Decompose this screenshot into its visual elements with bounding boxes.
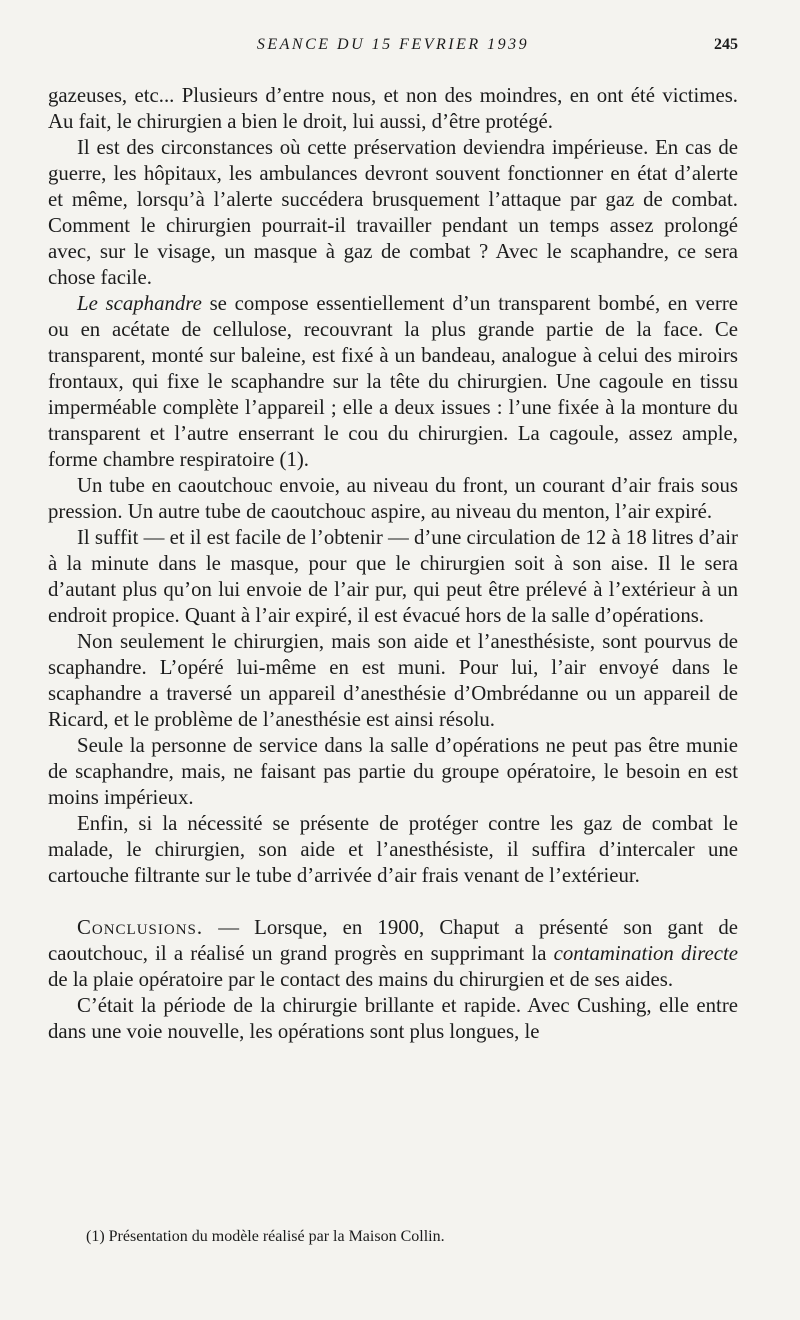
conclusions-paragraph [48,915,738,993]
page-header [48,36,738,60]
page-number: 245 [714,36,738,53]
paragraph-5: Il suffit — et il est facile de l’obtenir — d’une circulation de 12 à 18 litres d’air à la minute dans le masque, pour que le chirurgien soit à son aise. Il le sera d’autant plus qu’on lui envoie de l’air pur, qui peut être prélevé à l’extérieur à un endroit propice. Quant à l’air expiré, il est évacué hors de la salle d’opérations. [48,526,738,627]
paragraph-4: Un tube en caoutchouc envoie, au niveau du front, un courant d’air frais sous pression. Un autre tube de caoutchouc aspire, au niveau du menton, l’air expiré. [48,474,738,523]
paragraph-1: gazeuses, etc... Plusieurs d’entre nous, et non des moindres, en ont été victimes. Au fait, le chirurgien a bien le droit, lui aussi, d’être protégé. [48,84,738,133]
conclusions-italic: contamination directe [553,942,738,965]
paragraph-3 [48,291,738,473]
paragraph-7: Seule la personne de service dans la salle d’opérations ne peut pas être munie de scaphandre, mais, ne faisant pas partie du groupe opératoire, le besoin en est moins impérieux. [48,734,738,809]
paragraph-10: C’était la période de la chirurgie brillante et rapide. Avec Cushing, elle entre dans une voie nouvelle, les opérations sont plus longues, le [48,994,738,1043]
paragraph-3-text: se compose essentiellement d’un transparent bombé, en verre ou en acétate de cellulose, recouvrant la plus grande partie de la face. Ce transparent, monté sur baleine, est fixé à un bandeau, analogue à celui des miroirs frontaux, qui fixe le scaphandre sur la tête du chirurgien. Une cagoule en tissu imperméable complète l’appareil ; elle a deux issues : l’une fixée à la monture du transparent et l’autre enserrant le cou du chirurgien. La cagoule, assez ample, forme chambre respiratoire (1). [48,292,738,471]
paragraph-6: Non seulement le chirurgien, mais son aide et l’anesthésiste, sont pourvus de scaphandre. L’opéré lui-même en est muni. Pour lui, l’air envoyé dans le scaphandre a traversé un appareil d’anesthésie d’Ombrédanne ou un appareil de Ricard, et le problème de l’anesthésie est ainsi résolu. [48,630,738,731]
footnote: (1) Présentation du modèle réalisé par la Maison Collin. [86,1228,445,1245]
conclusions-heading: Conclusions. [77,916,204,939]
paragraph-8: Enfin, si la nécessité se présente de protéger contre les gaz de combat le malade, le chirurgien, son aide et l’anesthésiste, il suffira d’intercaler une cartouche filtrante sur le tube d’arrivée d’air frais venant de l’extérieur. [48,812,738,887]
conclusions-text-a: — Lorsque, en 1900, Chaput a présenté son gant de caoutchouc, il a réalisé un grand progrès en supprimant la [48,916,738,965]
paragraph-2: Il est des circonstances où cette préservation deviendra impérieuse. En cas de guerre, les hôpitaux, les ambulances devront souvent fonctionner en état d’alerte et même, lorsqu’à l’alerte succédera brusquement l’attaque par gaz de combat. Comment le chirurgien pourrait-il travailler pendant un temps assez prolongé avec, sur le visage, un masque à gaz de combat ? Avec le scaphandre, ce sera chose facile. [48,136,738,289]
body-text [48,83,738,1045]
scaphandre-lead: Le scaphandre [77,292,202,315]
running-head: SEANCE DU 15 FEVRIER 1939 [256,36,530,53]
conclusions-text-b: de la plaie opératoire par le contact des mains du chirurgien et de ses aides. [48,968,674,991]
